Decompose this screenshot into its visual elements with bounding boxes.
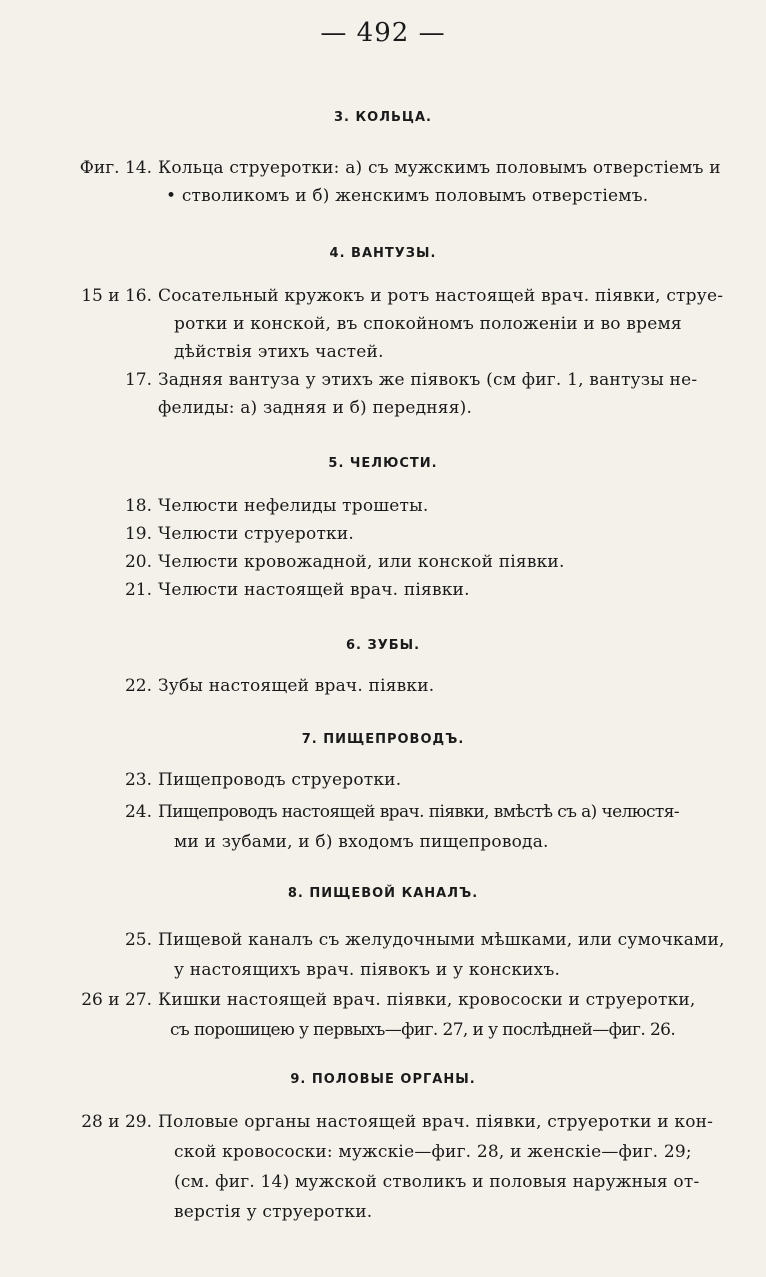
section-heading: 3. КОЛЬЦА. bbox=[334, 110, 432, 125]
entry-line: съ порошицею у первыхъ—фиг. 27, и у послѣдней—фиг. 26. bbox=[170, 1020, 676, 1040]
entry-label: Фиг. 14. bbox=[79, 158, 152, 178]
entry-line: ротки и конской, въ спокойномъ положенiи и во время bbox=[174, 314, 682, 334]
entry-label: 21. bbox=[124, 580, 152, 600]
entry-label: 24. bbox=[124, 802, 152, 822]
entry-line: Кишки настоящей врач. пiявки, кровососки и струеротки, bbox=[158, 990, 696, 1010]
entry-label: 18. bbox=[124, 496, 152, 516]
entry-line: Челюсти нефелиды трошеты. bbox=[158, 496, 429, 516]
section-heading: 6. ЗУБЫ. bbox=[345, 638, 421, 653]
entry-line: (см. фиг. 14) мужской стволикъ и половыя наружныя от- bbox=[174, 1172, 700, 1192]
entry-line: ми и зубами, и б) входомъ пищепровода. bbox=[174, 832, 549, 852]
entry-line: Пищепроводъ настоящей врач. пiявки, вмѣстѣ съ а) челюстя- bbox=[158, 802, 680, 822]
page-number: — 492 — bbox=[320, 18, 446, 48]
entry-label: 28 и 29. bbox=[81, 1112, 152, 1132]
entry-label: 20. bbox=[124, 552, 152, 572]
entry-line: Зубы настоящей врач. пiявки. bbox=[158, 676, 435, 696]
entry-line: фелиды: а) задняя и б) передняя). bbox=[158, 398, 473, 418]
entry-label: 26 и 27. bbox=[81, 990, 152, 1010]
entry-line: у настоящихъ врач. пiявокъ и у конскихъ. bbox=[174, 960, 561, 980]
section-heading: 5. ЧЕЛЮСТИ. bbox=[328, 456, 438, 471]
section-heading: 9. ПОЛОВЫЕ ОРГАНЫ. bbox=[290, 1072, 476, 1087]
entry-line: верстiя у струеротки. bbox=[174, 1202, 373, 1222]
entry-line: Челюсти кровожадной, или конской пiявки. bbox=[158, 552, 565, 572]
entry-line: Кольца струеротки: а) съ мужскимъ половымъ отверстiемъ и bbox=[158, 158, 721, 178]
entry-label: 23. bbox=[124, 770, 152, 790]
entry-line: дѣйствiя этихъ частей. bbox=[174, 342, 384, 362]
section-heading: 4. ВАНТУЗЫ. bbox=[329, 246, 437, 261]
entry-label: 25. bbox=[124, 930, 152, 950]
entry-line: Челюсти настоящей врач. пiявки. bbox=[158, 580, 470, 600]
entry-line: Сосательный кружокъ и ротъ настоящей врач. пiявки, струе- bbox=[158, 286, 724, 306]
entry-line: ской кровососки: мужскiе—фиг. 28, и женскiе—фиг. 29; bbox=[174, 1142, 692, 1162]
section-heading: 7. ПИЩЕПРОВОДЪ. bbox=[301, 732, 465, 747]
entry-line: Челюсти струеротки. bbox=[158, 524, 355, 544]
entry-label: 17. bbox=[124, 370, 152, 390]
section-heading: 8. ПИЩЕВОЙ КАНАЛЪ. bbox=[287, 886, 479, 901]
entry-label: 15 и 16. bbox=[81, 286, 152, 306]
entry-label: 19. bbox=[124, 524, 152, 544]
entry-line: • стволикомъ и б) женскимъ половымъ отверстiемъ. bbox=[166, 186, 649, 206]
entry-label: 22. bbox=[124, 676, 152, 696]
entry-line: Пищепроводъ струеротки. bbox=[158, 770, 402, 790]
entry-line: Пищевой каналъ съ желудочными мѣшками, или сумочками, bbox=[158, 930, 725, 950]
entry-line: Задняя вантуза у этихъ же пiявокъ (см фиг. 1, вантузы не- bbox=[158, 370, 698, 390]
entry-line: Половые органы настоящей врач. пiявки, струеротки и кон- bbox=[158, 1112, 714, 1132]
